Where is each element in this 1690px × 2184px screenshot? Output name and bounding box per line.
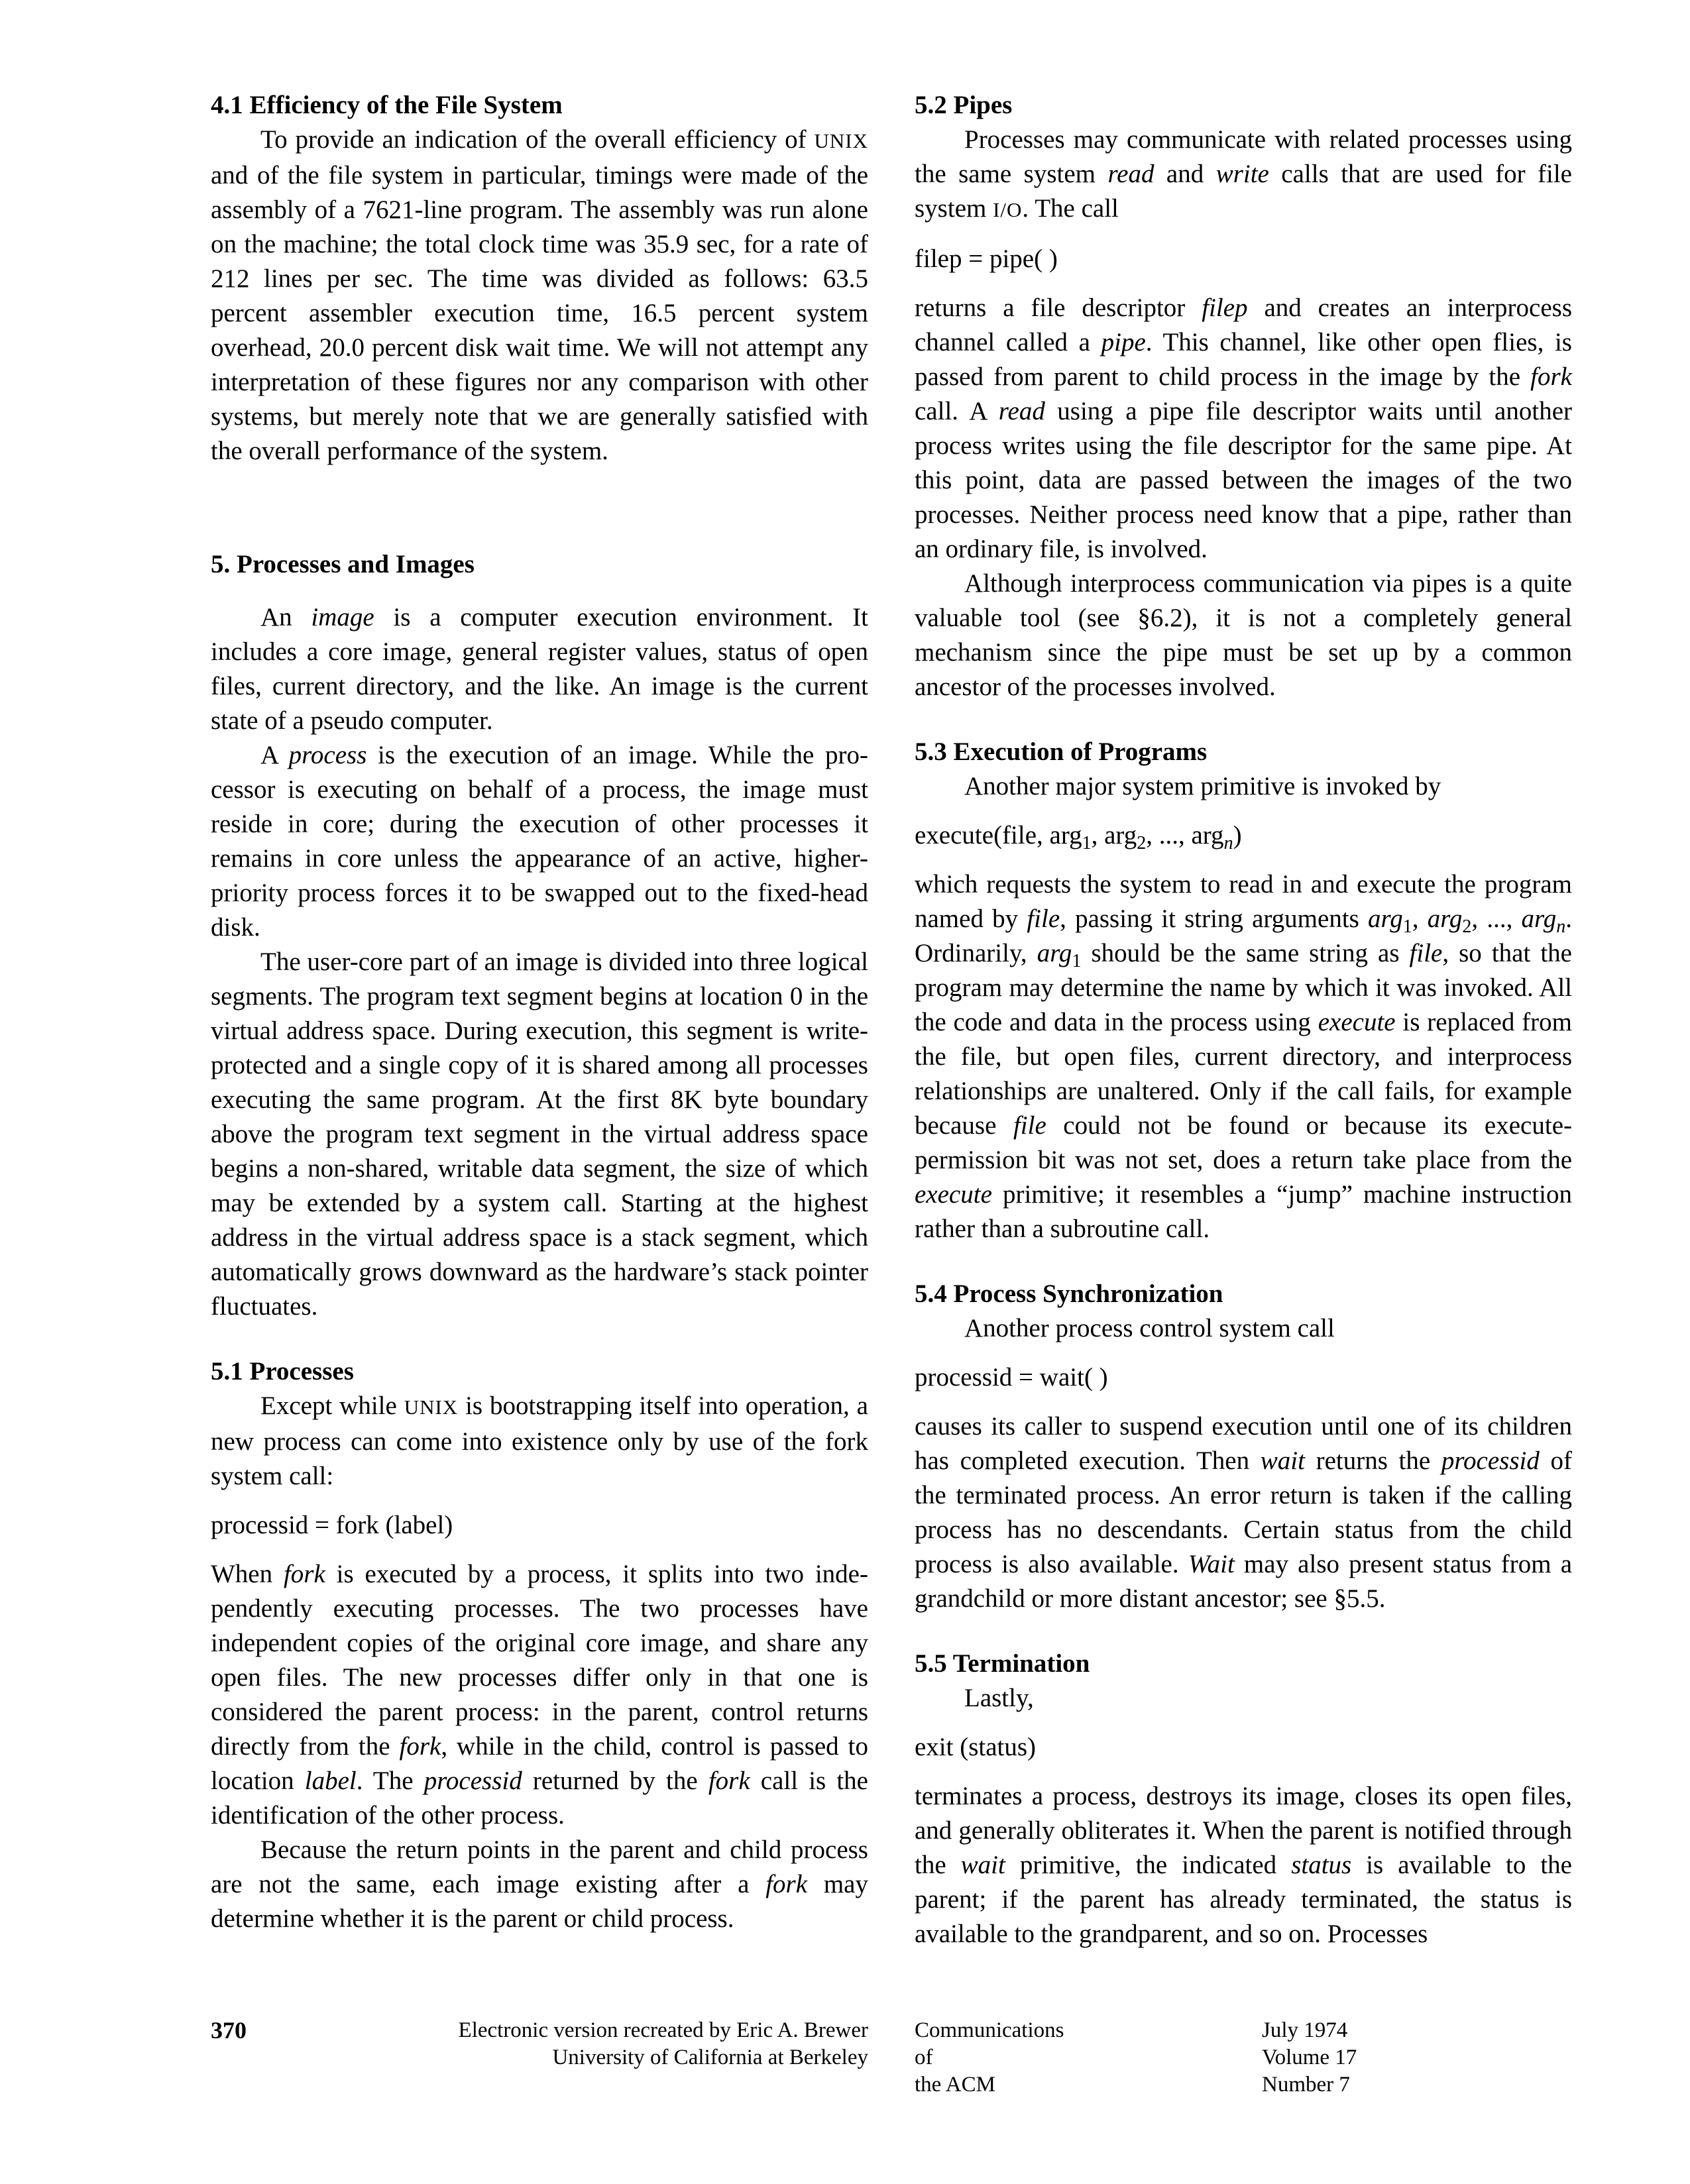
footer-issue: July 1974 Volume 17 Number 7 <box>1262 2018 1357 2097</box>
paragraph-exit-semantics: terminates a process, destroys its image, closes its open files, and generally obliterates it. When the parent is notified through the wait primitive, the indicated status is available to the parent; if the parent has already terminated, the status is available to the grandparent, and so on. Processes <box>915 1782 1572 1948</box>
paragraph-exit-intro: Lastly, <box>964 1684 1034 1712</box>
formula-fork: processid = fork (label) <box>211 1511 453 1539</box>
paragraph-pipe-semantics: returns a file descriptor filep and creates an interprocess channel called a pipe. This channel, like other open flies, is passed from parent to child process in the image by the fork call. A read using a pipe file descriptor waits until another process writes using the file descriptor for the same pipe. At this point, data are passed between the images of the two processes. Neither process need know that a pipe, rather than an ordinary file, is involved. <box>915 294 1572 563</box>
right-column <box>915 88 1572 1951</box>
paragraph-file-system-efficiency: To provide an indication of the overall efficiency of UNIX and of the file system in particular, timings were made of the assembly of a 7621-line program. The assembly was run alone on the machine; the total clock time was 35.9 sec, for a rate of 212 lines per sec. The time was divided as follows: 63.5 percent assembler execution time, 16.5 percent system overhead, 20.0 percent disk wait time. We will not attempt any interpretation of these figures nor any comparison with other systems, but merely note that we are generally satisfied with the overall performance of the system. <box>211 125 868 465</box>
paragraph-pipes-intro: Processes may communicate with related processes using the same system read and write calls that are used for file system I/O. The call <box>915 125 1572 223</box>
paragraph-fork-semantics: When fork is executed by a process, it splits into two independently executing processes. The two processes have independent copies of the original core image, and share any open files. The new processes differ only in that one is considered the parent process: in the parent, control returns directly from the fork, while in the child, control is passed to location label. The processid returned by the fork call is the identification of the other process. <box>211 1560 868 1829</box>
section-heading-5-5: 5.5 Termination <box>915 1649 1090 1678</box>
formula-exit: exit (status) <box>915 1733 1037 1761</box>
page-number: 370 <box>211 2017 247 2044</box>
section-heading-4-1: 4.1 Efficiency of the File System <box>211 91 563 119</box>
section-heading-5-4: 5.4 Process Synchronization <box>915 1280 1223 1308</box>
paragraph-return-points: Because the return points in the parent and child process are not the same, each image existing after a fork may determine whether it is the parent or child process. <box>211 1835 868 1933</box>
paragraph-wait-intro: Another process control system call <box>964 1314 1335 1342</box>
formula-wait: processid = wait( ) <box>915 1363 1108 1392</box>
footer-journal: Communications of the ACM <box>915 2018 1064 2097</box>
paragraph-image-definition: An image is a computer execution environment. It includes a core image, general register values, status of open files, current directory, and the like. An image is the current state of a pseudo computer. <box>211 603 869 735</box>
paragraph-wait-semantics: causes its caller to suspend execution until one of its children has completed execution. Then wait returns the processid of the terminated process. An error return is taken if the calling process has no descendants. Certain status from the child process is also available. Wait may also present status from a grandchild or more distant ancestor; see §5.5. <box>915 1412 1573 1613</box>
formula-execute: execute(file, arg$_1$, arg$_2$, ..., arg$_n$) <box>915 821 1242 853</box>
left-column <box>211 88 868 1936</box>
footer-credit: Electronic version recreated by Eric A. Brewer University of California at Berkeley <box>458 2018 868 2069</box>
paragraph-pipes-limitation: Although interprocess communication via pipes is a quite valuable tool (see §6.2), it is not a completely general mechanism since the pipe must be set up by a common ancestor of the processes involved. <box>915 569 1572 701</box>
paragraph-fork-intro: Except while UNIX is bootstrapping itself into operation, a new process can come into existence only by use of the fork system call: <box>211 1392 868 1490</box>
section-heading-5-2: 5.2 Pipes <box>915 91 1013 119</box>
paragraph-execute-semantics: which requests the system to read in and execute the program named by file, passing it string arguments arg$_1$, arg$_2$, ..., arg$_n$. Ordinarily, arg$_1$ should be the same string as file, so that the program may determine the name by which it was invoked. All the code and data in the process using execute is replaced from the file, but open files, current directory, and interprocess relationships are unaltered. Only if the call fails, for example because file could not be found or because its execute-permission bit was not set, does a return take place from the execute primitive; it resembles a “jump” machine instruction rather than a subroutine call. <box>915 870 1573 1243</box>
formula-pipe: filep = pipe( ) <box>915 245 1058 273</box>
paragraph-user-core-segments: The user-core part of an image is divided into three logical segments. The program text segment begins at location 0 in the virtual address space. During execution, this segment is write-protected and a single copy of it is shared among all processes executing the same program. At the first 8K byte boundary above the program text segment in the virtual address space begins a non-shared, writable data segment, the size of which may be extended by a system call. Starting at the highest address in the virtual address space is a stack segment, which automatically grows downward as the hardware’s stack pointer fluctuates. <box>211 948 868 1321</box>
section-heading-5: 5. Processes and Images <box>211 550 475 578</box>
section-heading-5-1: 5.1 Processes <box>211 1357 354 1386</box>
section-heading-5-3: 5.3 Execution of Programs <box>915 737 1208 766</box>
paragraph-process-definition: A process is the execution of an image. While the processor is executing on behalf of a process, the image must reside in core; during the execution of other processes it remains in core unless the appearance of an active, higher-priority process forces it to be swapped out to the fixed-head disk. <box>211 741 869 942</box>
paragraph-execute-intro: Another major system primitive is invoked by <box>964 772 1441 800</box>
